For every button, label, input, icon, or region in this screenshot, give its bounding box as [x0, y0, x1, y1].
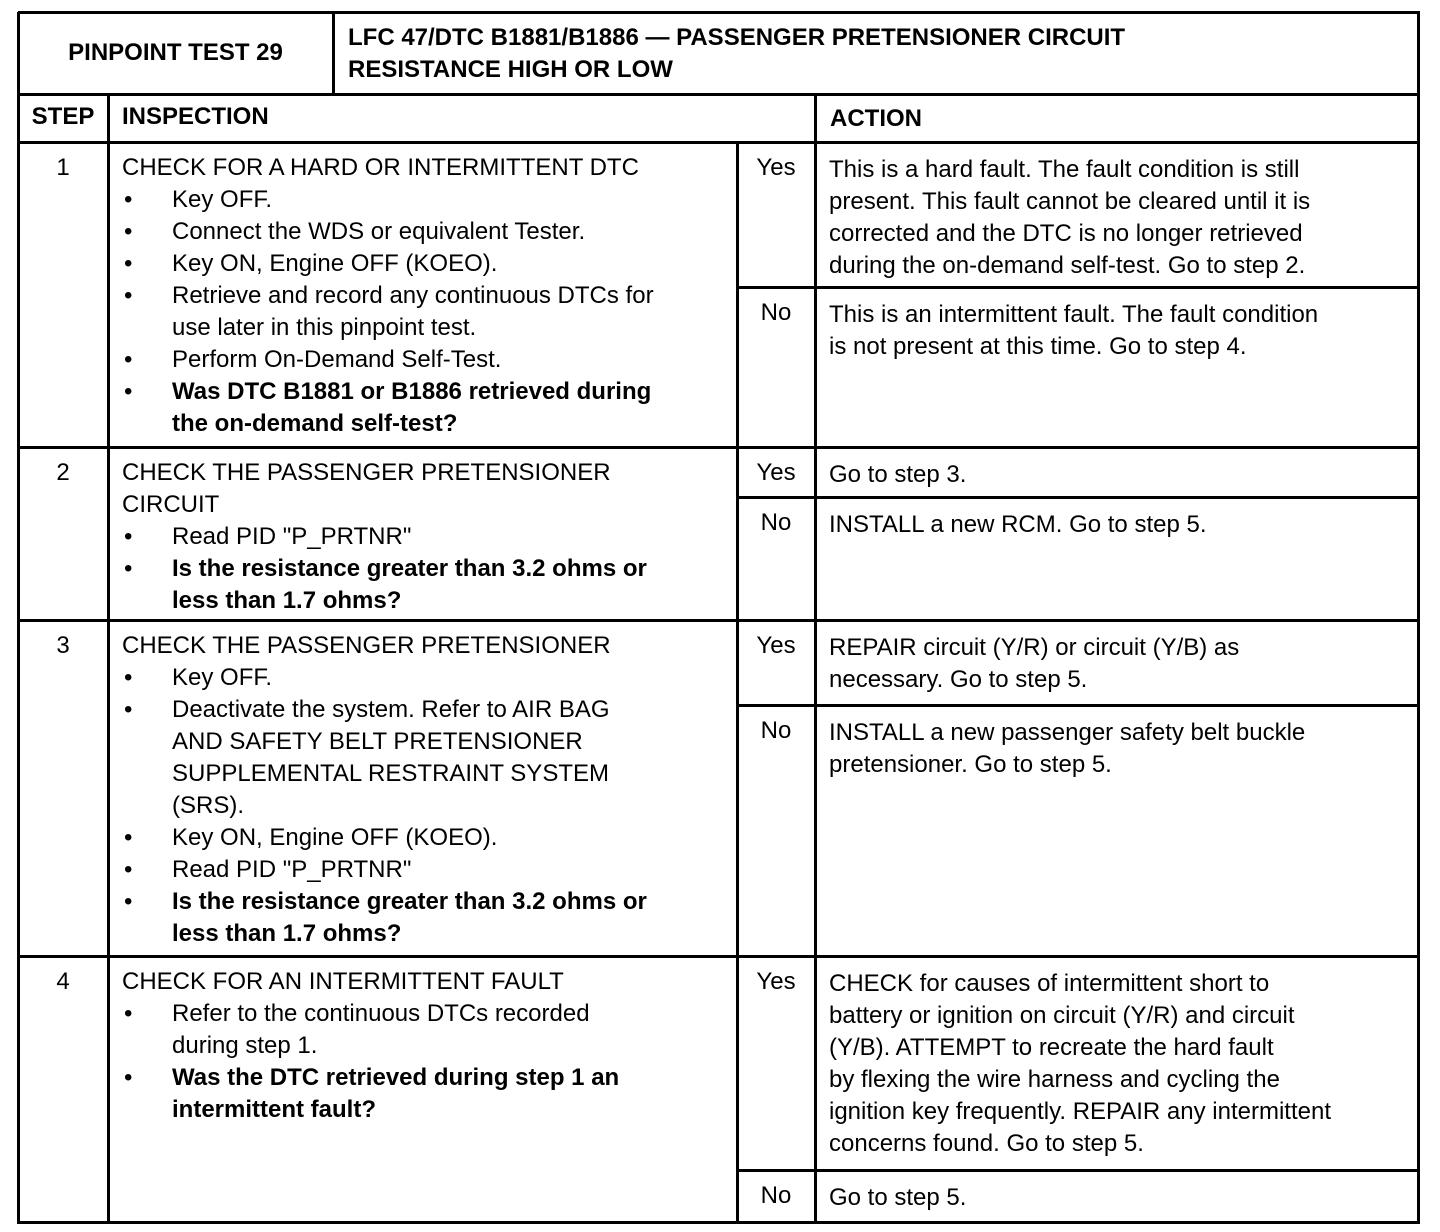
bullet-icon: • — [124, 664, 133, 691]
inspection-bullet: Refer to the continuous DTCs recorded during step 1. — [172, 1000, 590, 1059]
column-header-step: STEP — [31, 103, 95, 130]
action-text: INSTALL a new RCM. Go to step 5. — [829, 511, 1207, 538]
step-title: CHECK FOR A HARD OR INTERMITTENT DTC — [122, 154, 639, 181]
divider — [18, 11, 1420, 14]
divider — [737, 1169, 1420, 1172]
divider — [18, 955, 1420, 958]
inspection-bullet: Read PID "P_PRTNR" — [172, 523, 412, 550]
divider — [737, 286, 1420, 289]
divider — [18, 93, 1420, 96]
column-header-inspection: INSPECTION — [122, 103, 269, 130]
action-text: CHECK for causes of intermittent short to battery or ignition on circuit (Y/R) and circuit (Y/B). ATTEMPT to recreate the hard fault by flexing the wire harness and cycling the ignition key frequently. REPAIR any intermittent concerns found. Go to step 5. — [829, 970, 1332, 1157]
answer-yes: Yes — [756, 154, 796, 181]
bullet-icon: • — [124, 218, 133, 245]
action-text: Go to step 3. — [829, 461, 967, 488]
inspection-bullet: Retrieve and record any continuous DTCs for use later in this pinpoint test. — [172, 282, 654, 341]
inspection-bullet: Is the resistance greater than 3.2 ohms or less than 1.7 ohms? — [172, 888, 647, 947]
step-number: 3 — [56, 632, 70, 659]
pinpoint-test-label: PINPOINT TEST 29 — [68, 39, 283, 66]
action-text: Go to step 5. — [829, 1184, 967, 1211]
inspection-bullet: Is the resistance greater than 3.2 ohms or less than 1.7 ohms? — [172, 555, 647, 614]
step-number: 2 — [56, 459, 70, 486]
action-text: REPAIR circuit (Y/R) or circuit (Y/B) as necessary. Go to step 5. — [829, 634, 1240, 693]
step-number: 4 — [56, 968, 70, 995]
bullet-icon: • — [124, 1000, 133, 1027]
column-header-action: ACTION — [830, 105, 922, 132]
bullet-icon: • — [124, 824, 133, 851]
divider — [18, 619, 1420, 622]
step-number: 1 — [56, 154, 70, 181]
divider — [1417, 12, 1420, 1224]
action-text: INSTALL a new passenger safety belt buckle pretensioner. Go to step 5. — [829, 719, 1306, 778]
divider — [18, 1221, 1420, 1224]
inspection-bullet: Was DTC B1881 or B1886 retrieved during the on-demand self-test? — [172, 378, 652, 437]
action-text: This is an intermittent fault. The fault condition is not present at this time. Go to step 4. — [829, 301, 1319, 360]
inspection-bullet: Key ON, Engine OFF (KOEO). — [172, 824, 498, 851]
bullet-icon: • — [124, 523, 133, 550]
bullet-icon: • — [124, 856, 133, 883]
inspection-bullet: Key OFF. — [172, 186, 273, 213]
inspection-bullet: Key ON, Engine OFF (KOEO). — [172, 250, 498, 277]
bullet-icon: • — [124, 346, 133, 373]
inspection-bullet: Key OFF. — [172, 664, 273, 691]
answer-yes: Yes — [756, 968, 796, 995]
bullet-icon: • — [124, 555, 133, 582]
bullet-icon: • — [124, 250, 133, 277]
divider — [17, 12, 20, 1224]
divider — [18, 446, 1420, 449]
step-title: CHECK THE PASSENGER PRETENSIONER CIRCUIT — [122, 459, 611, 518]
answer-yes: Yes — [756, 632, 796, 659]
inspection-bullet: Connect the WDS or equivalent Tester. — [172, 218, 586, 245]
step-title: CHECK FOR AN INTERMITTENT FAULT — [122, 968, 564, 995]
bullet-icon: • — [124, 888, 133, 915]
divider — [737, 704, 1420, 707]
step-title: CHECK THE PASSENGER PRETENSIONER — [122, 632, 611, 659]
bullet-icon: • — [124, 378, 133, 405]
bullet-icon: • — [124, 696, 133, 723]
answer-no: No — [760, 299, 792, 326]
inspection-bullet: Deactivate the system. Refer to AIR BAG AND SAFETY BELT PRETENSIONER SUPPLEMENTAL RESTRAINT SYSTEM (SRS). — [172, 696, 610, 819]
divider — [18, 141, 1420, 144]
action-text: This is a hard fault. The fault condition is still present. This fault cannot be cleared until it is corrected and the DTC is no longer retrieved during the on-demand self-test. Go to step 2. — [829, 156, 1311, 279]
pinpoint-test-title: LFC 47/DTC B1881/B1886 — PASSENGER PRETENSIONER CIRCUIT RESISTANCE HIGH OR LOW — [348, 24, 1126, 83]
inspection-bullet: Perform On-Demand Self-Test. — [172, 346, 502, 373]
bullet-icon: • — [124, 186, 133, 213]
bullet-icon: • — [124, 282, 133, 309]
answer-no: No — [760, 1182, 792, 1209]
divider — [737, 496, 1420, 499]
bullet-icon: • — [124, 1064, 133, 1091]
answer-no: No — [760, 509, 792, 536]
answer-no: No — [760, 717, 792, 744]
inspection-bullet: Was the DTC retrieved during step 1 an intermittent fault? — [172, 1064, 620, 1123]
answer-yes: Yes — [756, 459, 796, 486]
inspection-bullet: Read PID "P_PRTNR" — [172, 856, 412, 883]
